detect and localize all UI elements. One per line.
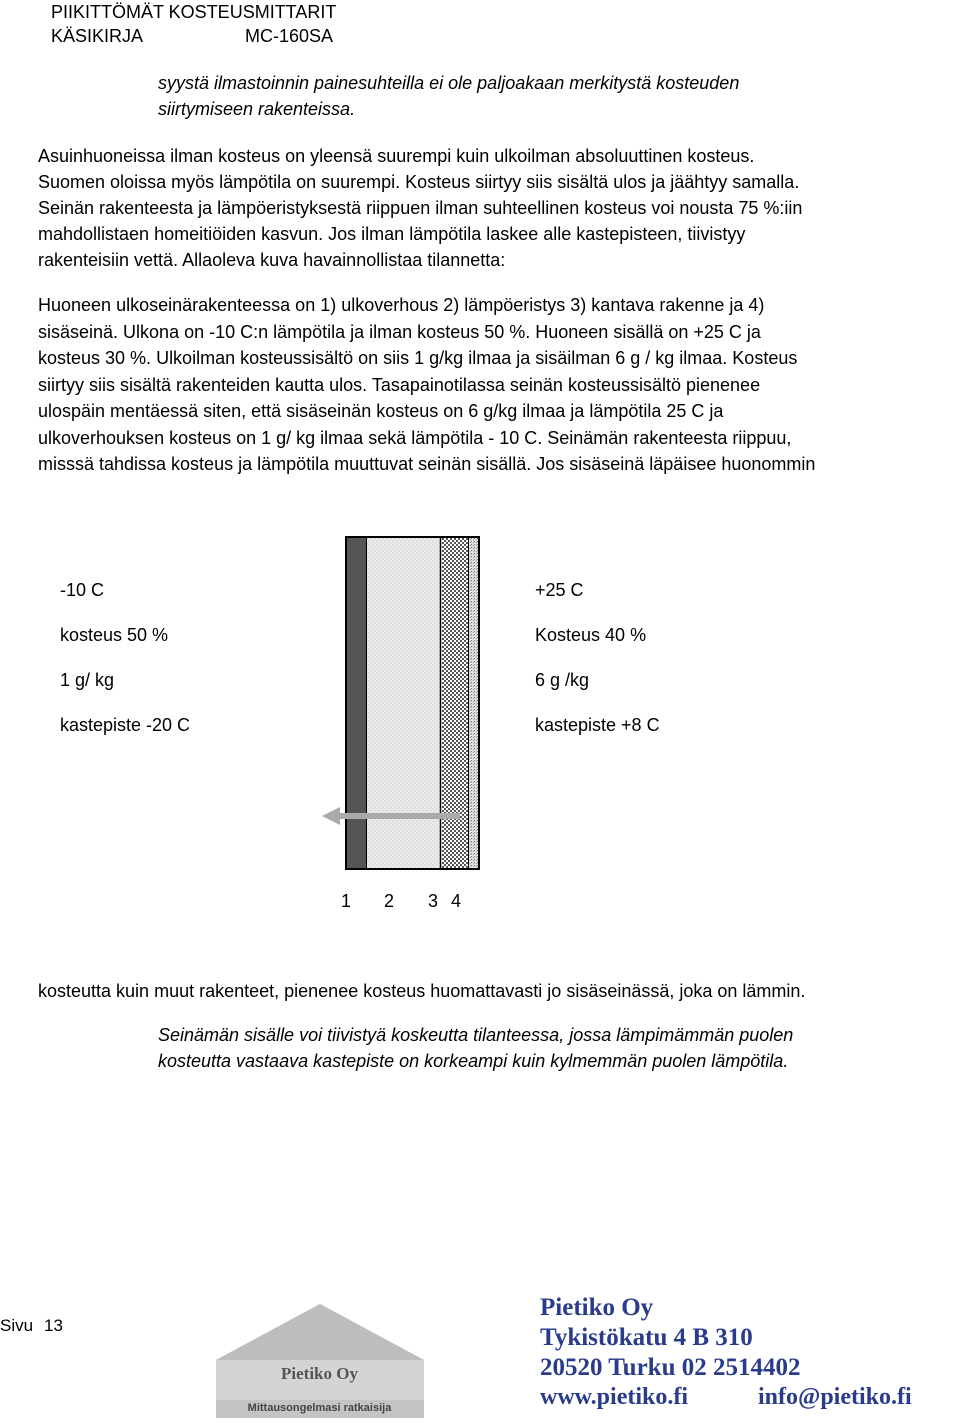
p2-line-6: ulkoverhouksen kosteus on 1 g/ kg ilmaa sekä lämpötila - 10 C. Seinämän rakenteesta riippuu, xyxy=(38,428,792,448)
intro-line-1: syystä ilmastoinnin painesuhteilla ei ole paljoakaan merkitystä kosteuden xyxy=(158,73,740,93)
moisture-arrow-shaft xyxy=(338,813,460,819)
inside-temp: +25 C xyxy=(535,580,584,600)
logo-house-icon xyxy=(212,1300,427,1418)
layer-number-2: 2 xyxy=(384,891,395,911)
closing-line-2: kosteutta vastaava kastepiste on korkeampi kuin kylmemmän puolen lämpötila. xyxy=(158,1051,789,1071)
layer-4-inner-wall xyxy=(469,538,478,868)
header-model: MC-160SA xyxy=(245,26,334,46)
layer-number-3: 3 xyxy=(428,891,439,911)
logo-slogan: Mittausongelmasi ratkaisija xyxy=(247,1402,392,1414)
moisture-arrow-head xyxy=(322,807,340,825)
p1-line-1: Asuinhuoneissa ilman kosteus on yleensä suurempi kuin ulkoilman absoluuttinen kosteus. xyxy=(38,146,755,166)
layer-number-4: 4 xyxy=(451,891,462,911)
outside-dewpoint: kastepiste -20 C xyxy=(60,715,191,735)
p1-line-5: rakenteisiin vettä. Allaoleva kuva havainnollistaa tilannetta: xyxy=(38,250,506,270)
header-title: PIIKITTÖMÄT KOSTEUSMITTARIT xyxy=(51,2,337,22)
inside-dewpoint: kastepiste +8 C xyxy=(535,715,660,735)
footer-address1: Tykistökatu 4 B 310 xyxy=(540,1324,753,1351)
p2-line-5: ulospäin mentäessä siten, että sisäseinän kosteus on 6 g/kg ilmaa ja lämpötila 25 C ja xyxy=(38,401,724,421)
layer-number-1: 1 xyxy=(341,891,352,911)
p1-line-3: Seinän rakenteesta ja lämpöeristyksestä riippuen ilman suhteellinen kosteus voi nousta 75 %:iin xyxy=(38,198,803,218)
outside-temp: -10 C xyxy=(60,580,105,600)
company-logo xyxy=(212,1300,427,1418)
p2-line-2: sisäseinä. Ulkona on -10 C:n lämpötila ja ilman kosteus 50 %. Huoneen sisällä on +25 C ja xyxy=(38,322,761,342)
inside-humidity: Kosteus 40 % xyxy=(535,625,647,645)
footer-web[interactable]: www.pietiko.fi xyxy=(540,1384,689,1410)
logo-name: Pietiko Oy xyxy=(281,1364,358,1383)
header-doc: KÄSIKIRJA xyxy=(51,26,144,46)
intro-line-2: siirtymiseen rakenteissa. xyxy=(158,99,356,119)
closing-line-1: Seinämän sisälle voi tiivistyä koskeutta tilanteessa, jossa lämpimämmän puolen xyxy=(158,1025,794,1045)
p2-line-3: kosteus 30 %. Ulkoilman kosteussisältö on siis 1 g/kg ilmaa ja sisäilman 6 g / kg ilmaa. Kosteus xyxy=(38,348,798,368)
outside-content: 1 g/ kg xyxy=(60,670,115,690)
p1-line-2: Suomen oloissa myös lämpötila on suurempi. Kosteus siirtyy siis sisältä ulos ja jäähtyy samalla. xyxy=(38,172,800,192)
p2-line-1: Huoneen ulkoseinärakenteessa on 1) ulkoverhous 2) lämpöeristys 3) kantava rakenne ja 4) xyxy=(38,295,765,315)
p3-line: kosteutta kuin muut rakenteet, pienenee kosteus huomattavasti jo sisäseinässä, joka on lämmin. xyxy=(38,981,806,1001)
page-number: 13 xyxy=(44,1316,63,1335)
outside-humidity: kosteus 50 % xyxy=(60,625,169,645)
footer-email[interactable]: info@pietiko.fi xyxy=(758,1384,912,1410)
p1-line-4: mahdollistaen homeitiöiden kasvun. Jos ilman lämpötila laskee alle kastepisteen, tiivistyy xyxy=(38,224,746,244)
p2-line-4: siirtyy siis sisältä rakenteiden kautta ulos. Tasapainotilassa seinän kosteussisältö pienenee xyxy=(38,375,761,395)
footer-address2: 20520 Turku 02 2514402 xyxy=(540,1354,801,1381)
page-label: Sivu xyxy=(0,1316,34,1335)
p2-line-7: misssä tahdissa kosteus ja lämpötila muuttuvat seinän sisällä. Jos sisäseinä läpäisee huonommin xyxy=(38,454,816,474)
inside-content: 6 g /kg xyxy=(535,670,590,690)
footer-company: Pietiko Oy xyxy=(540,1294,654,1321)
